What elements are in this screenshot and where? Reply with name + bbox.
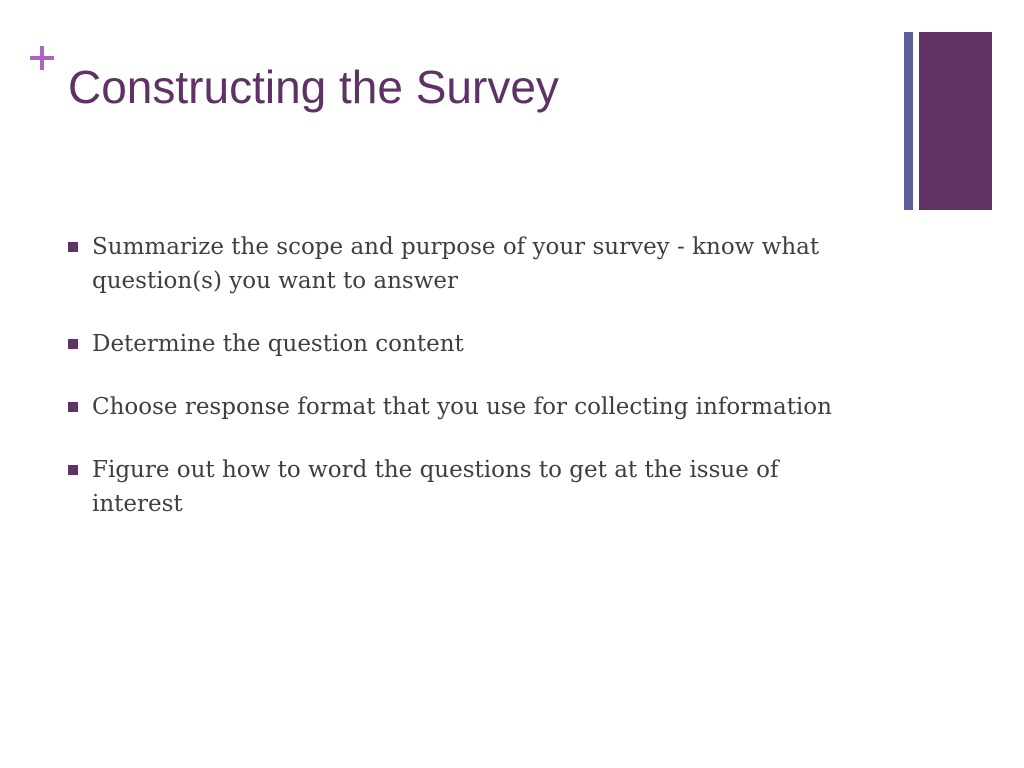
square-bullet-icon [68, 465, 78, 475]
decorative-bar-thick [919, 32, 992, 210]
square-bullet-icon [68, 339, 78, 349]
bullet-text: Figure out how to word the questions to get at the issue of interest [92, 457, 779, 517]
square-bullet-icon [68, 402, 78, 412]
bullet-item [68, 390, 858, 424]
bullet-text: Determine the question content [92, 331, 464, 357]
square-bullet-icon [68, 242, 78, 252]
bullet-item [68, 453, 858, 521]
plus-icon-vertical-stroke [40, 46, 44, 70]
bullet-item [68, 327, 858, 361]
bullet-text: Choose response format that you use for collecting information [92, 394, 832, 420]
plus-icon [28, 44, 56, 72]
bullet-list [68, 230, 858, 550]
slide-title: Constructing the Survey [68, 61, 559, 113]
bullet-text: Summarize the scope and purpose of your survey - know what question(s) you want to answer [92, 234, 820, 294]
decorative-bar-thin [904, 32, 913, 210]
bullet-item [68, 230, 858, 298]
